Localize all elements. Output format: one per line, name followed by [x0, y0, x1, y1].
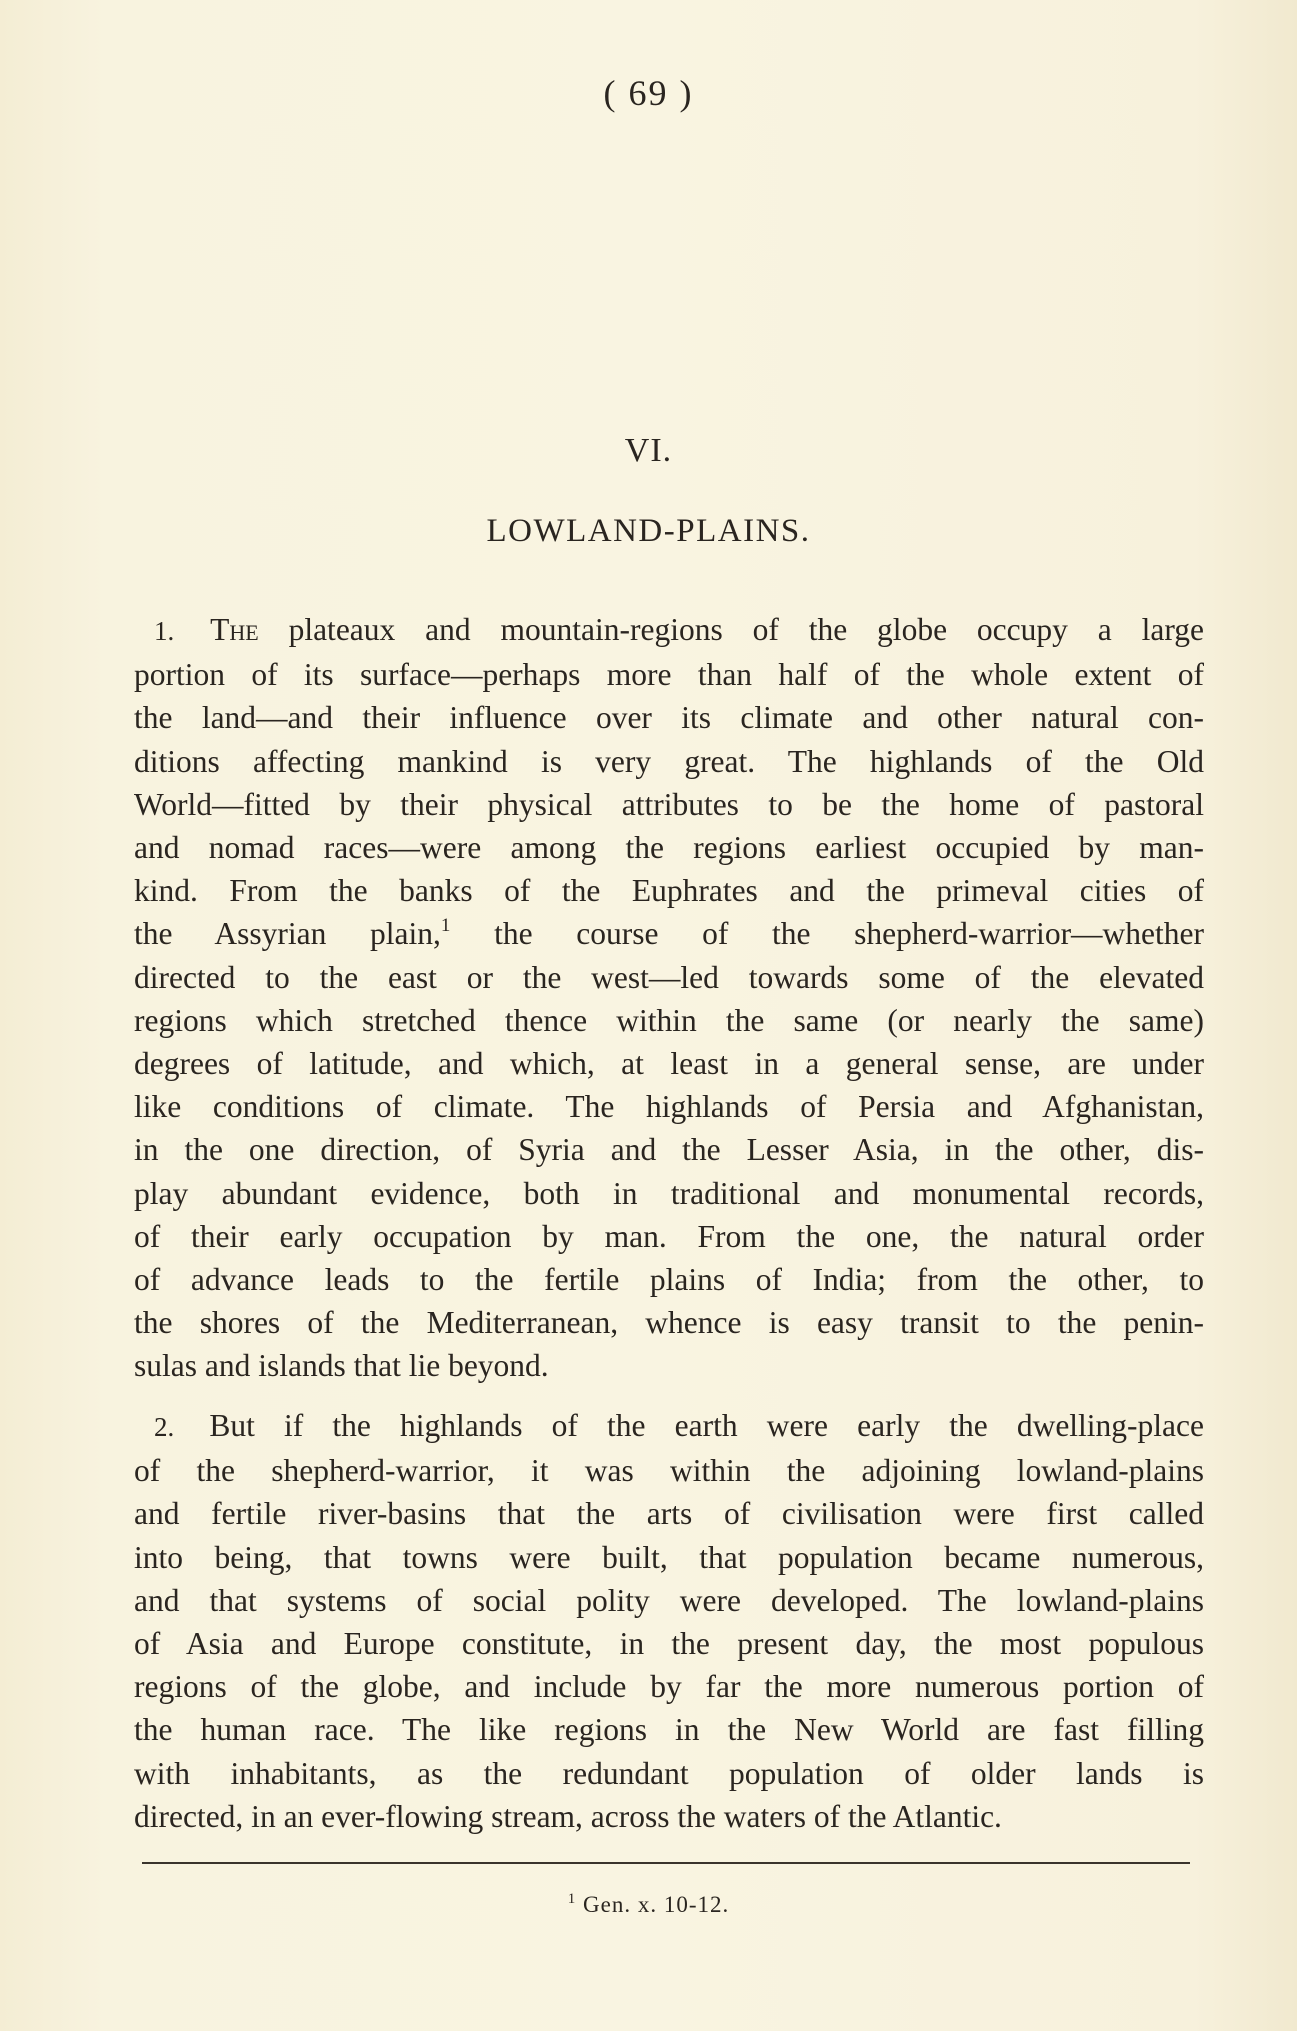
paragraph-line: of advance leads to the fertile plains of India; from the other, to	[134, 1262, 1204, 1298]
paragraph-line: of their early occupation by man. From the one, the natural order	[134, 1218, 1204, 1254]
paragraph-line: portion of its surface—perhaps more than half of the whole extent of	[134, 657, 1204, 693]
footnote-marker: 1	[567, 1891, 577, 1907]
paragraph-line: like conditions of climate. The highlands of Persia and Afghanistan,	[134, 1089, 1204, 1125]
paragraph-1	[134, 608, 1204, 1388]
paragraph-line-text: plateaux and mountain-regions of the globe occupy a large	[288, 612, 1204, 647]
paragraph-line: World—fitted by their physical attributes to be the home of pastoral	[134, 786, 1204, 822]
paragraph-line: in the one direction, of Syria and the Lesser Asia, in the other, dis-	[134, 1132, 1204, 1168]
paragraph-number: 2.	[154, 1412, 175, 1442]
paragraph-line: regions which stretched thence within the same (or nearly the same)	[134, 1002, 1204, 1038]
chapter-title: LOWLAND-PLAINS.	[486, 513, 811, 549]
paragraph-line: sulas and islands that lie beyond.	[134, 1348, 549, 1384]
chapter-number: VI.	[624, 432, 673, 469]
paragraph-line: of the shepherd-warrior, it was within the adjoining lowland-plains	[134, 1453, 1204, 1489]
paragraph-line	[134, 1404, 1204, 1449]
paragraph-line	[134, 912, 1204, 955]
paragraph-line-text: the Assyrian plain,	[134, 916, 441, 952]
paragraph-line: the land—and their influence over its climate and other natural con-	[134, 700, 1204, 736]
page-number: ( 69 )	[603, 73, 694, 113]
paragraph-line: kind. From the banks of the Euphrates and the primeval cities of	[134, 873, 1204, 909]
paragraph-2	[134, 1404, 1204, 1838]
paragraph-line: with inhabitants, as the redundant population of older lands is	[134, 1755, 1204, 1791]
paragraph-lead-word: The	[210, 612, 259, 647]
paragraph-line-text: the course of the shepherd-warrior—whether	[494, 916, 1205, 952]
paragraph-line: of Asia and Europe constitute, in the present day, the most populous	[134, 1626, 1204, 1662]
footnote-divider	[142, 1862, 1190, 1864]
footnote-reference: 1	[440, 915, 451, 937]
paragraph-line: directed to the east or the west—led towards some of the elevated	[134, 959, 1204, 995]
paragraph-line: degrees of latitude, and which, at least in a general sense, are under	[134, 1046, 1204, 1082]
paragraph-line-text: But if the highlands of the earth were early the dwelling-place	[209, 1408, 1204, 1443]
footnote-text: Gen. x. 10-12.	[583, 1892, 730, 1917]
paragraph-line	[134, 608, 1204, 653]
paragraph-line: directed, in an ever-flowing stream, across the waters of the Atlantic.	[134, 1798, 1002, 1834]
paragraph-line: the human race. The like regions in the New World are fast filling	[134, 1712, 1204, 1748]
paragraph-line: into being, that towns were built, that population became numerous,	[134, 1539, 1204, 1575]
paragraph-line: the shores of the Mediterranean, whence is easy transit to the penin-	[134, 1305, 1204, 1341]
paragraph-line: and nomad races—were among the regions earliest occupied by man-	[134, 830, 1204, 866]
paragraph-line: and fertile river-basins that the arts of civilisation were first called	[134, 1496, 1204, 1532]
paragraph-line: ditions affecting mankind is very great. The highlands of the Old	[134, 743, 1204, 779]
paragraph-line: and that systems of social polity were developed. The lowland-plains	[134, 1582, 1204, 1618]
paragraph-line: regions of the globe, and include by far the more numerous portion of	[134, 1669, 1204, 1705]
paragraph-line: play abundant evidence, both in traditional and monumental records,	[134, 1175, 1204, 1211]
paragraph-number: 1.	[154, 616, 175, 646]
footnote	[0, 1892, 1297, 1918]
